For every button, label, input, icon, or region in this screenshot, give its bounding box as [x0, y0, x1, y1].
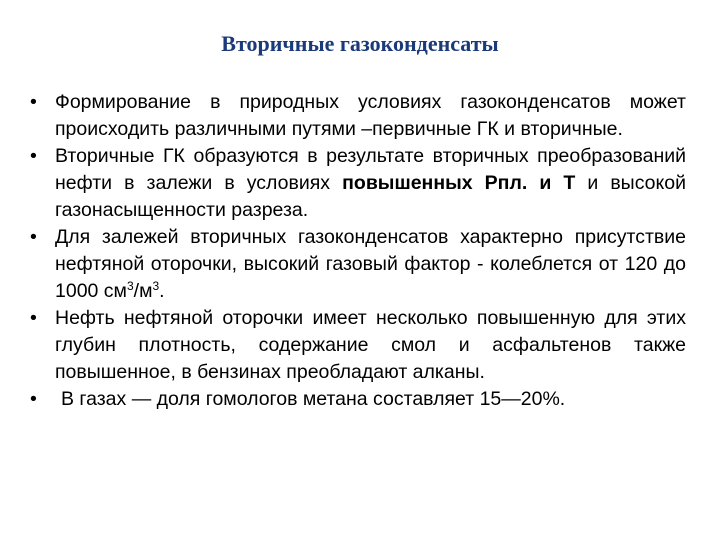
bullet-text: В газах — доля гомологов метана составляет 15—20%.: [61, 388, 566, 410]
bullet-list: [30, 89, 686, 413]
bullet-text-part: Для залежей вторичных газоконденсатов характерно присутствие нефтяной оторочки, высокий газовый фактор - колеблется от 120 до 1000 см: [55, 226, 686, 302]
bullet-item-gases: [30, 386, 686, 413]
bullet-text-part: .: [159, 280, 165, 302]
slide-title: Вторичные газоконденсаты: [221, 31, 499, 56]
bullet-text-part: Вторичные ГК образуются в результате вторичных преобразований нефти в залежи в условиях: [55, 145, 686, 194]
bullet-item-oil-rim: [30, 305, 686, 386]
bullet-icon: •: [30, 388, 37, 410]
bullet-icon: •: [30, 226, 37, 248]
bullet-icon: •: [30, 91, 37, 113]
superscript: 3: [152, 279, 160, 293]
superscript: 3: [126, 279, 134, 293]
bullet-icon: •: [30, 145, 37, 167]
bullet-bold-text: повышенных Рпл. и Т: [342, 172, 576, 194]
bullet-text: [55, 145, 686, 221]
bullet-item-formation: [30, 89, 686, 143]
bullet-text-part: /м: [133, 280, 153, 302]
bullet-item-deposits: [30, 224, 686, 305]
bullet-text: Нефть нефтяной оторочки имеет несколько повышенную для этих глубин плотность, содержание смол и асфальтенов также повышенное, в бензинах преобладают алканы.: [55, 307, 686, 383]
bullet-text-part: и высокой газонасыщенности разреза.: [55, 172, 686, 221]
bullet-item-secondary-gk: [30, 143, 686, 224]
bullet-text: Формирование в природных условиях газоконденсатов может происходить различными путями –первичные ГК и вторичные.: [55, 91, 686, 140]
bullet-text: [55, 226, 686, 302]
bullet-icon: •: [30, 307, 37, 329]
